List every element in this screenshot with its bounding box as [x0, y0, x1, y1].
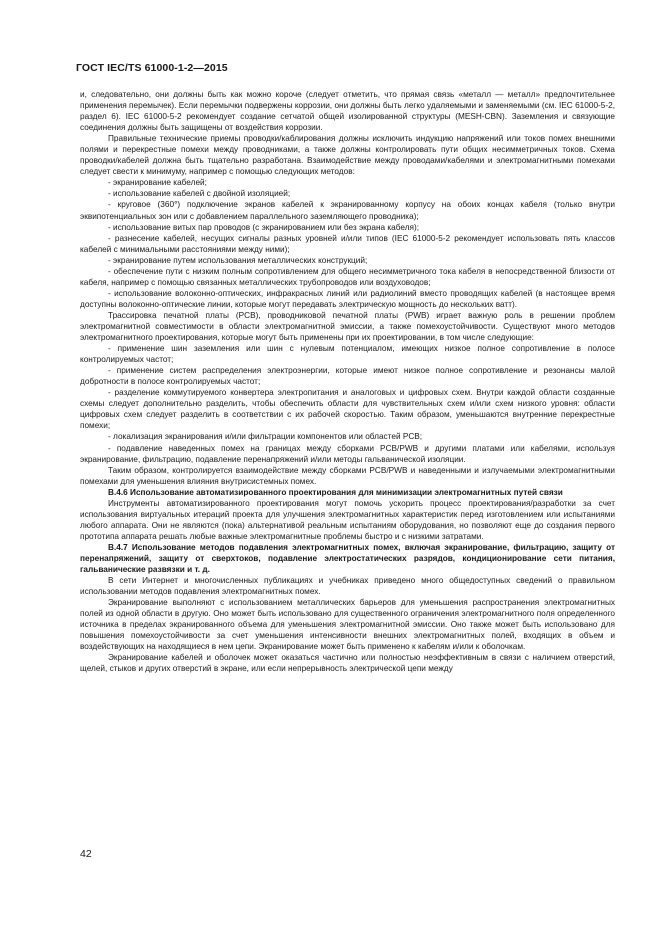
paragraph: В сети Интернет и многочисленных публикациях и учебниках приведено много общедоступных сведений о правильном использовании методов подавления электромагнитных помех. [80, 576, 615, 597]
paragraph: Экранирование кабелей и оболочек может оказаться частично или полностью неэффективным в связи с наличием отверстий, щелей, стыков и других отверстий в экране, или если непрерывность электрической цепи между [80, 653, 615, 674]
list-item: - использование витых пар проводов (с экранированием или без экрана кабеля); [108, 222, 420, 232]
list-item: - подавление наведенных помех на границах между сборками PCB/PWB и другими платами или кабелями, используя экранирование, фильтрацию, подавление перенапряжений и/или методы гальванической изоляции. [80, 443, 615, 464]
paragraph: Трассировка печатной платы (PCB), проводниковой печатной платы (PWB) играет важную роль в решении проблем электромагнитной совместимости в области электромагнитной эмиссии, а также помехоустойчивости. Существуют много методов электромагнитного проектирования, которые могут быть применены при их проектировании, в том числе следующие: [80, 310, 615, 343]
list-item: - разделение коммутируемого конвертера электропитания и аналоговых и цифровых схем. Внутри каждой области созданные схемы следует дополнительно разделить, чтобы обеспечить области для чувствительных схем и/или схем низкого уровня: области цифровых схем следует разделить в соответствии с их рабочей скоростью. Таким образом, уменьшаются внутренние перекрестные помехи; [80, 388, 615, 431]
list-item: - локализация экранирования и/или фильтрации компонентов или областей PCB; [108, 432, 423, 442]
page-body [80, 89, 615, 674]
paragraph: Таким образом, контролируется взаимодействие между сборками PCB/PWB и наведенными и излучаемыми электромагнитными помехами для уменьшения влияния внутрисистемных помех. [80, 465, 615, 486]
list-item: - использование волоконно-оптических, инфракрасных линий или радиолиний вместо проводящих кабелей (в настоящее время доступны волоконно-оптические линии, которые могут передавать электрическую мощность до нескольких ватт). [80, 288, 615, 309]
paragraph: Правильные технические приемы проводки/каблирования должны исключить индукцию напряжений или токов помех внешними полями и перекрестные помехи между проводниками, а также должны контролировать пути общих несимметричных токов. Схема проводки/кабелей должна быть тщательно разработана. Взаимодействие между проводами/кабелями и электромагнитными помехами следует свести к минимуму, например с помощью следующих методов: [80, 134, 615, 177]
list-item: - круговое (360°) подключение экранов кабелей к экранированному корпусу на обоих концах кабеля (только внутри эквипотенциальных зон или с добавлением параллельного заземляющего проводника); [80, 200, 615, 221]
page-number: 42 [80, 848, 92, 860]
list-item: - применение шин заземления или шин с нулевым потенциалом, имеющих низкое полное сопротивление в полосе контролируемых частот; [80, 344, 615, 365]
list-item: - разнесение кабелей, несущих сигналы разных уровней и/или типов (IEC 61000-5-2 рекомендует использовать пять классов кабелей с минимальными расстояниями между ними); [80, 233, 615, 254]
section-heading-b46: В.4.6 Использование автоматизированного проектирования для минимизации электромагнитных путей связи [108, 487, 563, 497]
list-item: - применение систем распределения электроэнергии, которые имеют низкое полное сопротивление и резонансы малой добротности в полосе контролируемых частот; [80, 366, 615, 387]
list-item: - экранирование кабелей; [108, 178, 207, 188]
paragraph: и, следовательно, они должны быть как можно короче (следует отметить, что прямая связь «металл — металл» предпочтительнее применения перемычек). Если перемычки подвержены коррозии, они должны быть легко удаляемыми и заменяемыми (см. IEC 61000-5-2, раздел 6). IEC 61000-5-2 рекомендует создание сетчатой общей изолированной структуры (MESH-CBN). Заземления и связующие соединения должны быть защищены от воздействия коррозии. [80, 90, 615, 133]
list-item: - обеспечение пути с низким полным сопротивлением для общего несимметричного тока кабеля в непосредственной близости от кабеля, например с помощью связанных металлических трубопроводов или воздуховодов; [80, 266, 615, 287]
list-item: - использование кабелей с двойной изоляцией; [108, 189, 291, 199]
section-heading-b47: В.4.7 Использование методов подавления электромагнитных помех, включая экранирование, фильтрацию, защиту от перенапряжений, защиту от сверхтоков, подавление электростатических разрядов, кондиционирование сети питания, гальванические развязки и т. д. [80, 542, 615, 575]
document-header: ГОСТ IEC/TS 61000-1-2—2015 [76, 62, 228, 74]
list-item: - экранирование путем использования металлических конструкций; [108, 255, 368, 265]
paragraph: Экранирование выполняют с использованием металлических барьеров для уменьшения распространения электромагнитных полей из одной области в другую. Оно может быть использовано для существенного ограничения электромагнитного поля определенного источника в пределах экранированного объема для уменьшения электромагнитной эмиссии. Оно также может быть использовано для повышения помехоустойчивости за счет уменьшения интенсивности внешних электромагнитных полей, входящих в объем и воздействующих на находящиеся в нем цепи. Экранирование может быть применено к кабелям и/или к оболочкам. [80, 598, 615, 652]
paragraph: Инструменты автоматизированного проектирования могут помочь ускорить процесс проектирования/разработки за счет использования виртуальных итераций проекта для улучшения электромагнитных характеристик перед изготовлением или испытаниями любого аппарата. Они не являются (пока) альтернативой реальным испытаниям оборудования, но позволяют еще до создания первого прототипа аппарата решать любые важные электромагнитные проблемы быстро и с низкими затратами. [80, 498, 615, 541]
